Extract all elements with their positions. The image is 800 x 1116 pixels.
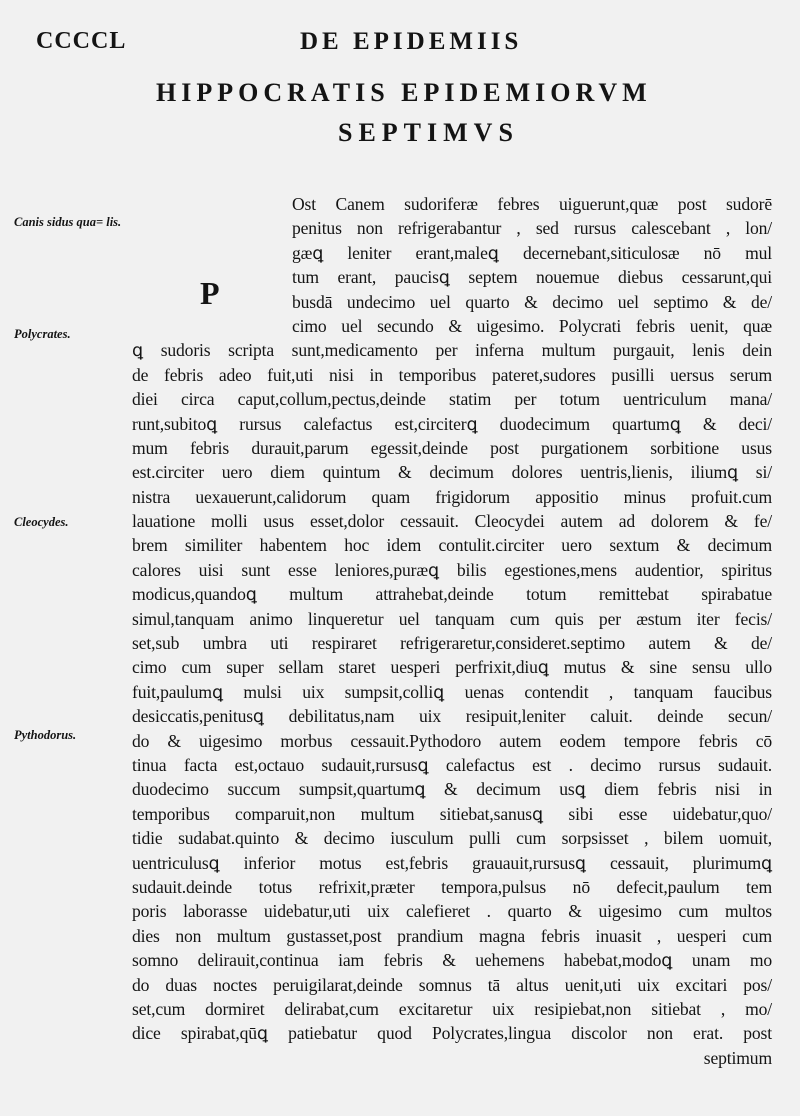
text-line: poris laborasse uidebatur,uti uix calefieret . quarto & uigesimo cum multos (132, 901, 772, 922)
text-line: busdā undecimo uel quarto & decimo uel septimo & de/ (292, 291, 772, 312)
text-line: diei circa caput,collum,pectus,deinde statim per totum uentriculum mana/ (132, 389, 772, 410)
margin-note-canis: Canis sidus qua= lis. (14, 215, 122, 229)
text-line: dies non multum gustasset,post prandium magna febris inuasit , uesperi cum (132, 925, 772, 946)
text-line: ꝗ sudoris scripta sunt,medicamento per inferna multum purgauit, lenis dein (132, 340, 772, 361)
margin-note-pythodorus: Pythodorus. (14, 728, 77, 742)
text-line: Ost Canem sudoriferæ febres uiguerunt,quæ post sudorē (292, 194, 772, 214)
text-line: cimo cum super sellam staret uesperi perfrixit,diuꝗ mutus & sine sensu ullo (132, 657, 772, 678)
catchword: septimum (703, 1047, 772, 1068)
text-line: runt,subitoꝗ rursus calefactus est,circiterꝗ duodecimum quartumꝗ & deci/ (132, 413, 772, 434)
text-line: brem similiter habentem hoc idem contulit.circiter uero sextum & decimum (132, 535, 772, 556)
text-line: tinua facta est,octauo sudauit,rursusꝗ calefactus est . decimo rursus sudauit. (132, 754, 772, 775)
text-line: fuit,paulumꝗ mulsi uix sumpsit,colliꝗ uenas contendit , tanquam faucibus (132, 681, 772, 702)
text-line: cimo uel secundo & uigesimo. Polycrati febris uenit, quæ (292, 315, 772, 336)
text-line: calores uisi sunt esse leniores,puræꝗ bilis egestiones,mens audentior, spiritus (132, 559, 772, 580)
margin-note-polycrates: Polycrates. (14, 327, 71, 341)
folio-number: CCCCL (36, 28, 127, 54)
text-line: nistra uexauerunt,calidorum quam frigidorum appositio minus profuit.cum (132, 486, 772, 507)
text-line: dice spirabat,qūꝗ patiebatur quod Polycrates,lingua discolor non erat. post (132, 1023, 772, 1044)
text-line: do & uigesimo morbus cessauit.Pythodoro autem eodem tempore febris cō (132, 730, 772, 751)
text-line: de febris adeo fuit,uti nisi in temporibus pateret,sudores pusilli uersus serum (132, 364, 772, 385)
text-line: temporibus comparuit,non multum sitiebat,sanusꝗ sibi esse uidebatur,quo/ (132, 803, 772, 824)
text-line: lauatione molli usus esset,dolor cessauit. Cleocydei autem ad dolorem & fe/ (132, 511, 772, 532)
text-line: desiccatis,penitusꝗ debilitatus,nam uix resipuit,leniter caluit. deinde secun/ (132, 706, 772, 727)
text-line: tidie sudabat.quinto & decimo iusculum pulli cum sorpsisset , bilem uomuit, (132, 828, 772, 849)
text-line: gæꝗ leniter erant,maleꝗ decernebant,siticulosæ nō mul (292, 242, 772, 263)
text-line: do duas noctes peruigilarat,deinde somnus tā altus uenit,uti uix excitari pos/ (132, 974, 772, 995)
text-line: set,cum dormiret delirabat,cum excitaretur uix resipiebat,non sitiebat , mo/ (132, 998, 772, 1019)
text-line: simul,tanquam animo linqueretur uel tanquam cum quis per æstum iter fecis/ (132, 608, 772, 629)
text-line: est.circiter uero diem quintum & decimum dolores uentris,lienis, iliumꝗ si/ (132, 462, 772, 483)
text-line: set,sub umbra uti respiraret refrigeraretur,consideret.septimo autem & de/ (132, 633, 772, 654)
text-line: sudauit.deinde totus refrixit,præter tempora,pulsus nō defecit,paulum tem (132, 876, 772, 897)
text-line: tum erant, paucisꝗ septem nouemue diebus cessarunt,qui (292, 267, 772, 288)
body-text (132, 192, 772, 1070)
chapter-subtitle: SEPTIMVS (338, 118, 519, 147)
text-line: duodecimo succum sumpsit,quartumꝗ & decimum usꝗ diem febris nisi in (132, 779, 772, 800)
drop-cap: P (200, 275, 220, 311)
margin-note-cleocydes: Cleocydes. (14, 515, 69, 529)
text-line: mum febris durauit,parum egessit,deinde post purgationem sorbitione usus (132, 437, 772, 458)
chapter-title: HIPPOCRATIS EPIDEMIORVM (156, 78, 652, 107)
text-line: uentriculusꝗ inferior motus est,febris grauauit,rursusꝗ cessauit, plurimumꝗ (132, 852, 772, 873)
text-line: modicus,quandoꝗ multum attrahebat,deinde totum remittebat spirabatue (132, 584, 772, 605)
running-head: DE EPIDEMIIS (300, 28, 523, 55)
text-line: somno delirauit,continua iam febris & uehemens habebat,modoꝗ unam mo (132, 950, 772, 971)
text-line: penitus non refrigerabantur , sed rursus calescebant , lon/ (292, 218, 772, 239)
